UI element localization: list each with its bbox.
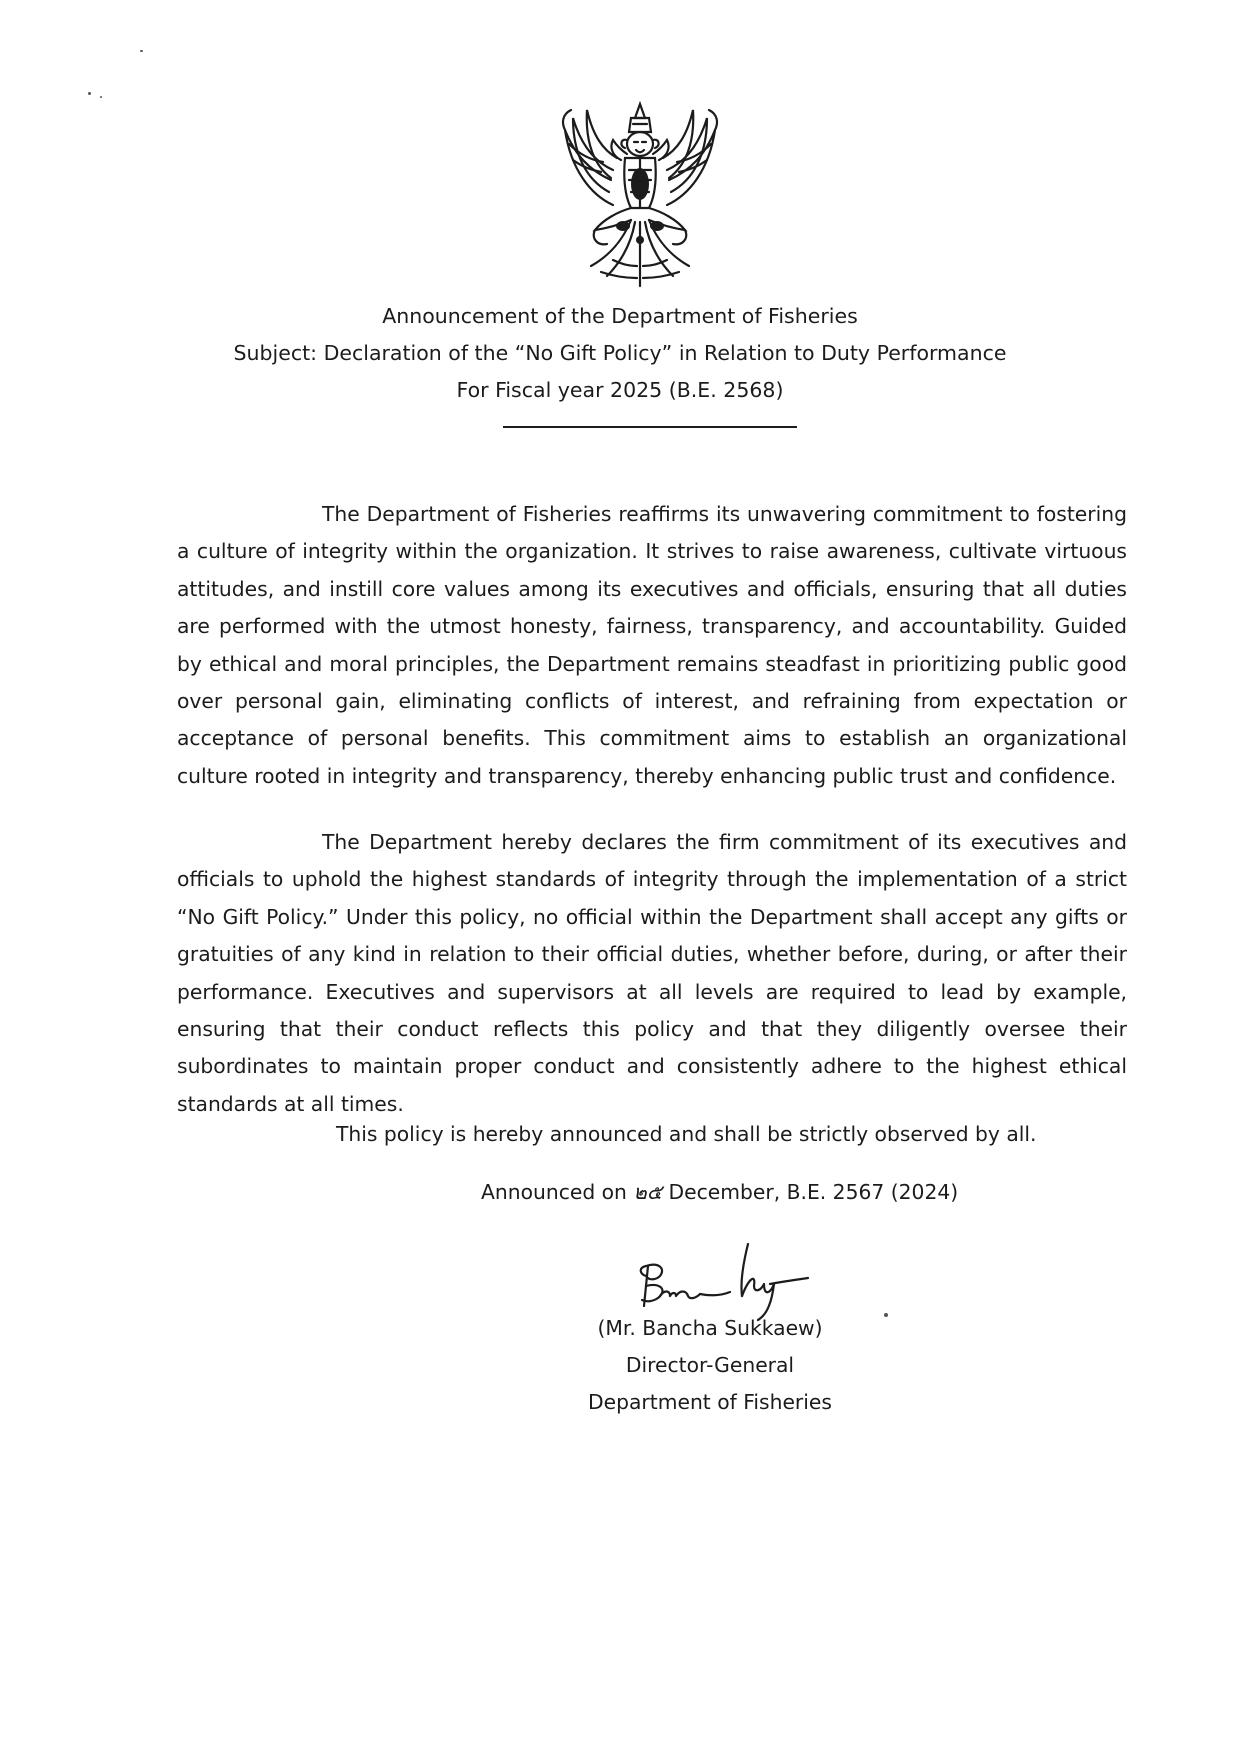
signatory-position: Director-General xyxy=(625,1353,795,1377)
scan-speck xyxy=(100,96,102,98)
scan-speck xyxy=(88,92,91,95)
body-paragraph-2 xyxy=(177,824,1127,1123)
announcement-day: ๒๕ xyxy=(633,1180,663,1204)
document-subject: Subject: Declaration of the “No Gift Policy” in Relation to Duty Performance xyxy=(233,341,1007,365)
announcement-prefix: Announced on xyxy=(481,1180,627,1204)
body-paragraph-1 xyxy=(177,496,1127,795)
signatory-name: (Mr. Bancha Sukkaew) xyxy=(597,1316,823,1340)
announcement-date xyxy=(481,1176,958,1208)
document-title: Announcement of the Department of Fisheries xyxy=(382,304,858,328)
garuda-emblem-icon xyxy=(551,100,729,288)
scan-speck xyxy=(884,1313,888,1317)
fiscal-year-line: For Fiscal year 2025 (B.E. 2568) xyxy=(456,378,784,402)
signatory-block xyxy=(560,1310,860,1421)
scan-speck xyxy=(140,50,143,52)
paragraph-2-text: The Department hereby declares the firm commitment of its executives and officials to uphold the highest standards of integrity through the implementation of a strict “No Gift Policy.” Under this policy, no official within the Department shall accept any gifts or gratuities of any kind in relation to their official duties, whether before, during, or after their performance. Executives and supervisors at all levels are required to lead by example, ensuring that their conduct reflects this policy and that they diligently oversee their subordinates to maintain proper conduct and consistently adhere to the highest ethical standards at all times. xyxy=(177,830,1127,1116)
document-header xyxy=(0,298,1240,409)
paragraph-1-text: The Department of Fisheries reaffirms its unwavering commitment to fostering a culture of integrity within the organization. It strives to raise awareness, cultivate virtuous attitudes, and instill core values among its executives and officials, ensuring that all duties are performed with the utmost honesty, fairness, transparency, and accountability. Guided by ethical and moral principles, the Department remains steadfast in prioritizing public good over personal gain, eliminating conflicts of interest, and refraining from expectation or acceptance of personal benefits. This commitment aims to establish an organizational culture rooted in integrity and transparency, thereby enhancing public trust and confidence. xyxy=(177,502,1127,788)
signatory-organization: Department of Fisheries xyxy=(588,1390,832,1414)
closing-statement: This policy is hereby announced and shall be strictly observed by all. xyxy=(336,1122,1037,1146)
announcement-month-year: December, B.E. 2567 (2024) xyxy=(668,1180,959,1204)
header-divider xyxy=(503,426,797,428)
